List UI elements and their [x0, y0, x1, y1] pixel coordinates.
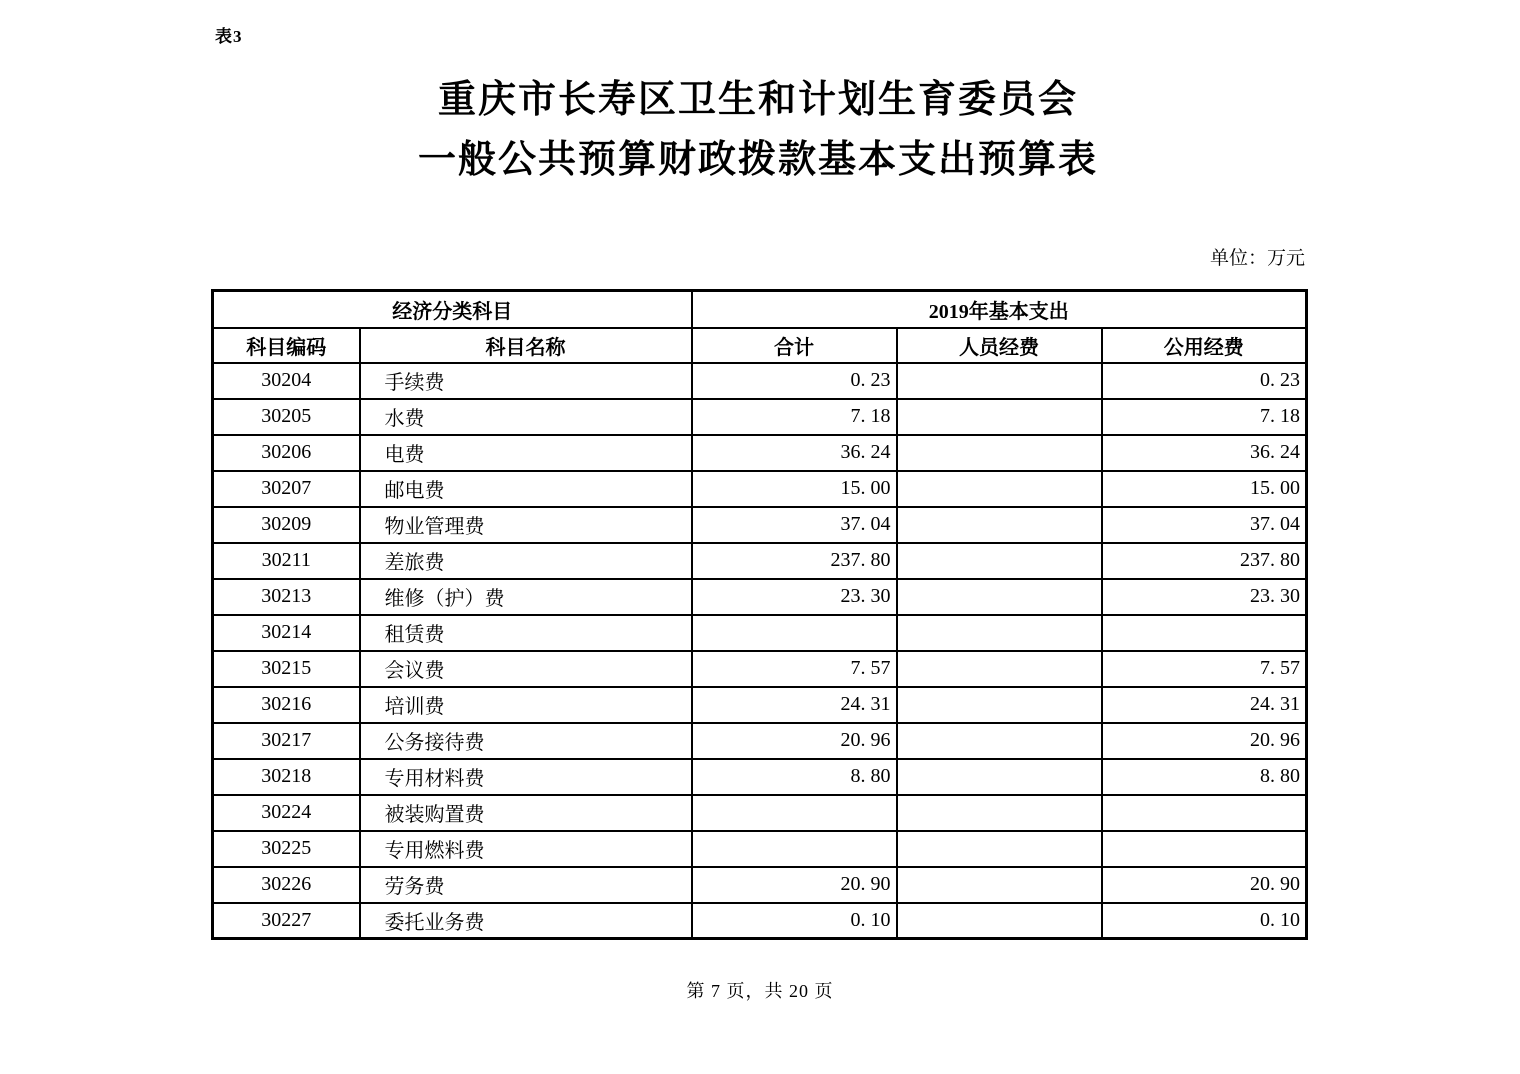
cell-personnel-fund	[897, 867, 1102, 903]
table-row	[213, 903, 1307, 939]
cell-subject-code: 30206	[213, 435, 360, 471]
cell-total	[692, 831, 897, 867]
cell-personnel-fund	[897, 651, 1102, 687]
cell-subject-name: 物业管理费	[360, 507, 692, 543]
cell-public-fund: 8. 80	[1102, 759, 1307, 795]
cell-personnel-fund	[897, 831, 1102, 867]
table-row	[213, 363, 1307, 399]
column-header-code: 科目编码	[213, 328, 360, 363]
cell-personnel-fund	[897, 399, 1102, 435]
cell-public-fund	[1102, 795, 1307, 831]
cell-subject-name: 培训费	[360, 687, 692, 723]
document-title-line2: 一般公共预算财政拨款基本支出预算表	[417, 139, 1098, 181]
cell-public-fund: 237. 80	[1102, 543, 1307, 579]
document-title-block	[211, 70, 1305, 190]
column-header-name: 科目名称	[360, 328, 692, 363]
cell-total: 36. 24	[692, 435, 897, 471]
table-row	[213, 831, 1307, 867]
cell-subject-name: 维修（护）费	[360, 579, 692, 615]
cell-subject-name: 被装购置费	[360, 795, 692, 831]
cell-total: 237. 80	[692, 543, 897, 579]
cell-subject-code: 30214	[213, 615, 360, 651]
cell-subject-name: 电费	[360, 435, 692, 471]
cell-public-fund	[1102, 831, 1307, 867]
cell-personnel-fund	[897, 723, 1102, 759]
cell-subject-code: 30207	[213, 471, 360, 507]
cell-subject-name: 租赁费	[360, 615, 692, 651]
table-row	[213, 435, 1307, 471]
table-row	[213, 867, 1307, 903]
cell-subject-code: 30216	[213, 687, 360, 723]
cell-public-fund: 24. 31	[1102, 687, 1307, 723]
cell-total: 23. 30	[692, 579, 897, 615]
cell-personnel-fund	[897, 363, 1102, 399]
table-row	[213, 723, 1307, 759]
cell-subject-code: 30213	[213, 579, 360, 615]
table-row	[213, 507, 1307, 543]
cell-personnel-fund	[897, 471, 1102, 507]
cell-public-fund	[1102, 615, 1307, 651]
cell-subject-code: 30224	[213, 795, 360, 831]
column-header-total: 合计	[692, 328, 897, 363]
cell-subject-code: 30209	[213, 507, 360, 543]
table-row	[213, 471, 1307, 507]
cell-subject-name: 水费	[360, 399, 692, 435]
cell-subject-name: 邮电费	[360, 471, 692, 507]
cell-personnel-fund	[897, 795, 1102, 831]
cell-public-fund: 20. 96	[1102, 723, 1307, 759]
cell-total: 0. 10	[692, 903, 897, 939]
table-body	[213, 363, 1307, 939]
cell-total: 20. 90	[692, 867, 897, 903]
cell-total: 15. 00	[692, 471, 897, 507]
cell-subject-name: 专用燃料费	[360, 831, 692, 867]
budget-table-header	[213, 291, 1307, 363]
cell-personnel-fund	[897, 435, 1102, 471]
cell-subject-code: 30227	[213, 903, 360, 939]
column-header-public: 公用经费	[1102, 328, 1307, 363]
column-header-personnel: 人员经费	[897, 328, 1102, 363]
table-row	[213, 579, 1307, 615]
table-row	[213, 651, 1307, 687]
table-row	[213, 615, 1307, 651]
cell-subject-name: 差旅费	[360, 543, 692, 579]
cell-personnel-fund	[897, 507, 1102, 543]
table-row	[213, 759, 1307, 795]
cell-personnel-fund	[897, 903, 1102, 939]
cell-subject-code: 30225	[213, 831, 360, 867]
cell-subject-name: 手续费	[360, 363, 692, 399]
cell-public-fund: 23. 30	[1102, 579, 1307, 615]
cell-public-fund: 20. 90	[1102, 867, 1307, 903]
document-title-line1: 重庆市长寿区卫生和计划生育委员会	[437, 79, 1078, 121]
cell-total: 7. 57	[692, 651, 897, 687]
cell-public-fund: 7. 57	[1102, 651, 1307, 687]
cell-subject-name: 公务接待费	[360, 723, 692, 759]
cell-subject-code: 30218	[213, 759, 360, 795]
cell-public-fund: 7. 18	[1102, 399, 1307, 435]
table-row	[213, 687, 1307, 723]
cell-personnel-fund	[897, 543, 1102, 579]
cell-public-fund: 0. 23	[1102, 363, 1307, 399]
cell-personnel-fund	[897, 687, 1102, 723]
cell-subject-code: 30215	[213, 651, 360, 687]
sheet-label: 表3	[215, 27, 243, 46]
cell-subject-code: 30211	[213, 543, 360, 579]
cell-subject-code: 30204	[213, 363, 360, 399]
cell-subject-name: 专用材料费	[360, 759, 692, 795]
cell-personnel-fund	[897, 759, 1102, 795]
table-row	[213, 543, 1307, 579]
group-header-classification: 经济分类科目	[213, 291, 692, 328]
table-row	[213, 795, 1307, 831]
cell-total: 24. 31	[692, 687, 897, 723]
unit-note: 单位：万元	[1209, 248, 1305, 269]
page-number-footer: 第 7 页，共 20 页	[686, 981, 834, 1001]
cell-subject-code: 30217	[213, 723, 360, 759]
cell-total: 37. 04	[692, 507, 897, 543]
table-row	[213, 399, 1307, 435]
cell-personnel-fund	[897, 579, 1102, 615]
cell-subject-name: 劳务费	[360, 867, 692, 903]
group-header-expenditure: 2019年基本支出	[692, 291, 1307, 328]
cell-total: 7. 18	[692, 399, 897, 435]
cell-total	[692, 615, 897, 651]
cell-total: 20. 96	[692, 723, 897, 759]
cell-public-fund: 36. 24	[1102, 435, 1307, 471]
cell-personnel-fund	[897, 615, 1102, 651]
cell-total	[692, 795, 897, 831]
budget-table	[211, 289, 1308, 940]
cell-subject-name: 会议费	[360, 651, 692, 687]
column-header-row	[213, 328, 1307, 363]
cell-public-fund: 0. 10	[1102, 903, 1307, 939]
cell-total: 8. 80	[692, 759, 897, 795]
cell-public-fund: 37. 04	[1102, 507, 1307, 543]
cell-subject-code: 30226	[213, 867, 360, 903]
cell-subject-code: 30205	[213, 399, 360, 435]
group-header-row	[213, 291, 1307, 328]
cell-public-fund: 15. 00	[1102, 471, 1307, 507]
cell-total: 0. 23	[692, 363, 897, 399]
cell-subject-name: 委托业务费	[360, 903, 692, 939]
